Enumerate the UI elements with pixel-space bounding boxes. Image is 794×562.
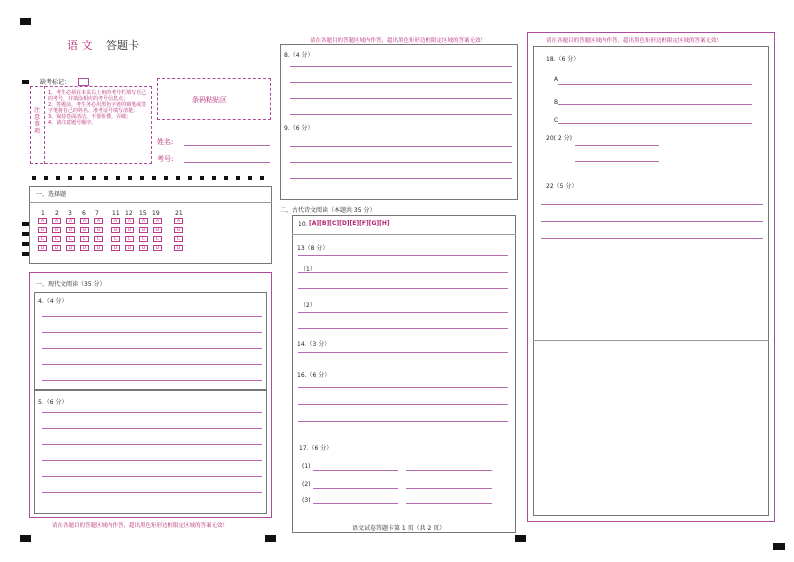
answer-line[interactable] xyxy=(42,460,262,461)
warning-text: 请在各题目的答题区域内作答，超出黑色矩形边框限定区域的答案无效！ xyxy=(52,523,229,529)
answer-line[interactable] xyxy=(42,412,262,413)
answer-line[interactable] xyxy=(290,114,512,115)
bubble-12-c[interactable]: C xyxy=(125,236,134,242)
answer-line[interactable] xyxy=(541,221,763,222)
bubble-12-a[interactable]: A xyxy=(125,218,134,224)
bubble-6-c[interactable]: C xyxy=(80,236,89,242)
answer-line[interactable] xyxy=(290,66,512,67)
absent-checkbox[interactable] xyxy=(78,78,89,86)
answer-line[interactable] xyxy=(541,238,763,239)
bubble-3-d[interactable]: D xyxy=(66,245,75,251)
answer-line[interactable] xyxy=(290,98,512,99)
answer-line[interactable] xyxy=(541,204,763,205)
choice-number: 6 xyxy=(82,210,86,217)
q20-label: 20( 2 分) xyxy=(546,135,572,142)
answer-line[interactable] xyxy=(42,444,262,445)
bubble-6-d[interactable]: D xyxy=(80,245,89,251)
timing-dots xyxy=(32,176,272,182)
answer-line[interactable] xyxy=(298,288,508,289)
bubble-15-c[interactable]: C xyxy=(139,236,148,242)
choice-number: 21 xyxy=(175,210,183,217)
col3-answer-box xyxy=(533,46,769,516)
q8-label: 8.（4 分） xyxy=(284,52,314,59)
locator-mark xyxy=(773,543,785,550)
bubble-19-c[interactable]: C xyxy=(153,236,162,242)
choice-number: 11 xyxy=(112,210,120,217)
answer-line[interactable] xyxy=(575,161,659,162)
answer-line[interactable] xyxy=(558,104,752,105)
answer-line[interactable] xyxy=(558,123,752,124)
q13-sub1: （1） xyxy=(300,266,316,273)
name-field[interactable] xyxy=(184,145,270,146)
bubble-3-b[interactable]: B xyxy=(66,227,75,233)
page-footer: 语文试卷答题卡第 1 页（共 2 页） xyxy=(352,525,446,532)
notice-side-label: 注意事项 xyxy=(34,107,41,135)
bubble-7-d[interactable]: D xyxy=(94,245,103,251)
divider xyxy=(29,202,272,203)
answer-line[interactable] xyxy=(406,488,492,489)
divider xyxy=(533,340,769,341)
bubble-15-d[interactable]: D xyxy=(139,245,148,251)
choice-number: 3 xyxy=(68,210,72,217)
q14-label: 14.（3 分） xyxy=(297,341,331,348)
locator-mark xyxy=(22,222,29,226)
choice-section-title: 一、选择题 xyxy=(36,191,67,198)
answer-line[interactable] xyxy=(42,380,262,381)
answer-line[interactable] xyxy=(42,492,262,493)
q22-label: 22（5 分） xyxy=(546,183,578,190)
bubble-21-a[interactable]: A xyxy=(174,218,183,224)
divider xyxy=(292,234,516,235)
warning-text: 请在各题目的答题区域内作答，超出黑色矩形边框限定区域的答案无效！ xyxy=(546,38,723,44)
q13-sub2: （2） xyxy=(300,302,316,309)
subject-title: 语 文 xyxy=(67,39,93,52)
choice-number: 2 xyxy=(55,210,59,217)
bubble-11-a[interactable]: A xyxy=(111,218,120,224)
bubble-2-d[interactable]: D xyxy=(52,245,61,251)
bubble-7-a[interactable]: A xyxy=(94,218,103,224)
bubble-11-c[interactable]: C xyxy=(111,236,120,242)
answer-line[interactable] xyxy=(406,470,492,471)
choice-number: 15 xyxy=(139,210,147,217)
answer-line[interactable] xyxy=(298,421,508,422)
locator-mark xyxy=(22,252,29,256)
locator-mark xyxy=(22,80,29,84)
q18-a-label: A xyxy=(554,76,559,83)
exam-no-field[interactable] xyxy=(184,162,270,163)
answer-line[interactable] xyxy=(42,316,262,317)
locator-mark xyxy=(20,18,31,25)
answer-line[interactable] xyxy=(298,387,508,388)
q18-b-label: B xyxy=(554,99,559,106)
q16-label: 16.（6 分） xyxy=(297,372,331,379)
notice-divider xyxy=(44,86,45,164)
answer-line[interactable] xyxy=(42,428,262,429)
bubble-19-d[interactable]: D xyxy=(153,245,162,251)
barcode-label: 条码粘贴区 xyxy=(192,96,227,104)
reading-section-title: 一、现代文阅读（35 分） xyxy=(36,281,106,288)
q17-label: 17.（6 分） xyxy=(299,445,333,452)
choice-number: 19 xyxy=(152,210,160,217)
bubble-1-a[interactable]: A xyxy=(38,218,47,224)
q5-box xyxy=(34,390,267,514)
bubble-12-b[interactable]: B xyxy=(125,227,134,233)
bubble-6-b[interactable]: B xyxy=(80,227,89,233)
answer-line[interactable] xyxy=(290,82,512,83)
choice-bubbles xyxy=(38,218,188,258)
notice-item: 2、答题前，考生务必用黑色字迹的钢笔或签字笔将自己的姓名、准考证号填写清楚； xyxy=(48,102,147,114)
locator-mark xyxy=(265,535,276,542)
q13-label: 13（8 分） xyxy=(297,245,329,252)
bubble-2-b[interactable]: B xyxy=(52,227,61,233)
locator-mark xyxy=(20,535,31,542)
bubble-15-b[interactable]: B xyxy=(139,227,148,233)
bubble-1-c[interactable]: C xyxy=(38,236,47,242)
bubble-11-b[interactable]: B xyxy=(111,227,120,233)
q10-options[interactable]: [A][B][C][D][E][F][G][H] xyxy=(309,220,390,227)
q17-sub2: (2) xyxy=(302,481,311,488)
q9-label: 9.（6 分） xyxy=(284,125,314,132)
bubble-21-d[interactable]: D xyxy=(174,245,183,251)
answer-line[interactable] xyxy=(42,364,262,365)
answer-line[interactable] xyxy=(42,348,262,349)
answer-line[interactable] xyxy=(313,503,398,504)
locator-mark xyxy=(515,535,526,542)
locator-mark xyxy=(22,232,29,236)
answer-line[interactable] xyxy=(558,84,752,85)
q10-label: 10. xyxy=(298,221,308,228)
section2-title: 二、古代诗文阅读（本题共 35 分） xyxy=(280,207,376,214)
absent-label: 缺考标记： xyxy=(40,79,71,86)
q8-q9-box xyxy=(280,44,518,200)
bubble-1-b[interactable]: B xyxy=(38,227,47,233)
answer-line[interactable] xyxy=(298,312,508,313)
bubble-2-c[interactable]: C xyxy=(52,236,61,242)
bubble-19-a[interactable]: A xyxy=(153,218,162,224)
choice-number: 12 xyxy=(125,210,133,217)
card-title: 答题卡 xyxy=(106,39,139,52)
notice-item: 4、请注意题号顺序。 xyxy=(48,120,97,126)
answer-line[interactable] xyxy=(575,145,659,146)
bubble-3-a[interactable]: A xyxy=(66,218,75,224)
answer-line[interactable] xyxy=(313,488,398,489)
q17-sub3: (3) xyxy=(302,497,311,504)
q18-label: 18.（6 分） xyxy=(546,56,580,63)
q4-label: 4.（4 分） xyxy=(38,298,68,305)
answer-line[interactable] xyxy=(298,255,508,256)
bubble-15-a[interactable]: A xyxy=(139,218,148,224)
bubble-21-c[interactable]: C xyxy=(174,236,183,242)
bubble-2-a[interactable]: A xyxy=(52,218,61,224)
answer-line[interactable] xyxy=(290,178,512,179)
bubble-6-a[interactable]: A xyxy=(80,218,89,224)
answer-line[interactable] xyxy=(298,352,508,353)
bubble-1-d[interactable]: D xyxy=(38,245,47,251)
bubble-3-c[interactable]: C xyxy=(66,236,75,242)
bubble-7-b[interactable]: B xyxy=(94,227,103,233)
warning-text: 请在各题目的答题区域内作答，超出黑色矩形边框限定区域的答案无效！ xyxy=(310,38,487,44)
bubble-7-c[interactable]: C xyxy=(94,236,103,242)
answer-line[interactable] xyxy=(42,332,262,333)
q5-label: 5.（6 分） xyxy=(38,399,68,406)
answer-line[interactable] xyxy=(298,272,508,273)
q18-c-label: C xyxy=(554,117,559,124)
answer-line[interactable] xyxy=(42,476,262,477)
answer-line[interactable] xyxy=(313,470,398,471)
locator-mark xyxy=(22,242,29,246)
answer-line[interactable] xyxy=(406,503,492,504)
q4-box xyxy=(34,292,267,390)
notice-item: 1、考生必须在本页右上角的考号栏填写自己的考号，并填涂相应的考号信息点； xyxy=(48,90,147,102)
bubble-11-d[interactable]: D xyxy=(111,245,120,251)
name-label: 姓名: xyxy=(157,138,174,146)
bubble-19-b[interactable]: B xyxy=(153,227,162,233)
notice-item: 3、保持卷面清洁，不要折叠，弄破； xyxy=(48,114,132,120)
answer-line[interactable] xyxy=(298,404,508,405)
q17-sub1: (1) xyxy=(302,463,311,470)
choice-number: 1 xyxy=(41,210,45,217)
bubble-21-b[interactable]: B xyxy=(174,227,183,233)
answer-line[interactable] xyxy=(290,162,512,163)
exam-no-label: 考号: xyxy=(157,155,174,163)
choice-number: 7 xyxy=(95,210,99,217)
notice-list xyxy=(48,90,148,126)
answer-line[interactable] xyxy=(298,328,508,329)
bubble-12-d[interactable]: D xyxy=(125,245,134,251)
answer-line[interactable] xyxy=(290,146,512,147)
